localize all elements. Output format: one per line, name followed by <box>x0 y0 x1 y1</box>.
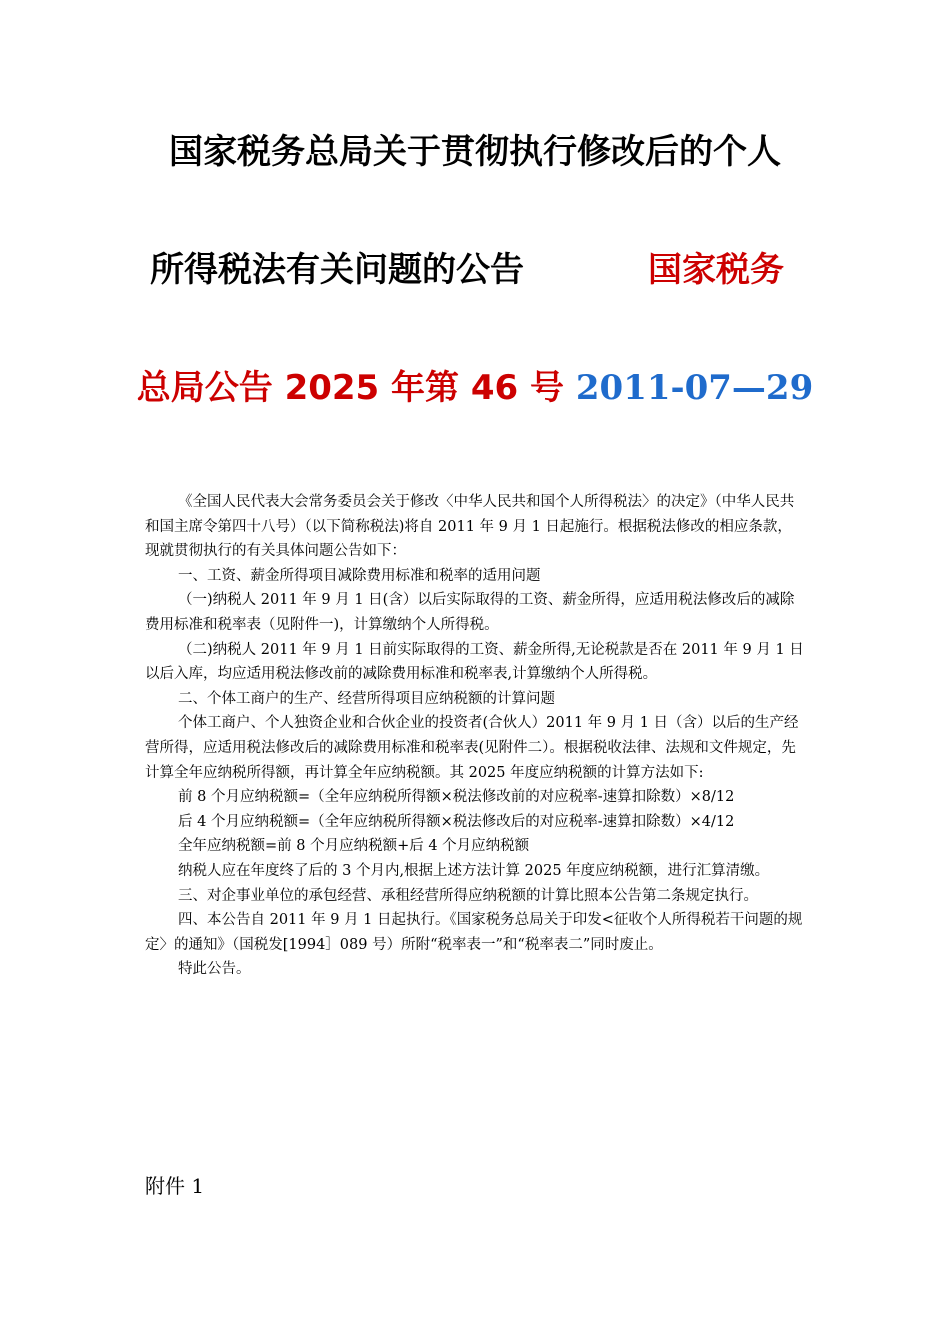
section-heading: 二、个体工商户的生产、经营所得项目应纳税额的计算问题 <box>178 690 555 707</box>
announcement-date: 2011-07—29 <box>575 368 814 408</box>
formula: 前 8 个月应纳税额=（全年应纳税所得额×税法修改前的对应税率-速算扣除数）×8/12 <box>178 789 735 806</box>
paragraph: （一)纳税人 2011 年 9 月 1 日(含）以后实际取得的工资、薪金所得，应适用税法修改后的减除费用标准和税率表（见附件一)，计算缴纳个人所得税。 <box>145 592 795 633</box>
paragraph: 《全国人民代表大会常务委员会关于修改〈中华人民共和国个人所得税法〉的决定》（中华人民共和国主席令第四十八号）（以下简称税法)将自 2011 年 9 月 1 日起施行。根据税法修改的相应条款，现就贯彻执行的有关具体问题公告如下： <box>145 494 795 560</box>
formula: 全年应纳税额=前 8 个月应纳税额+后 4 个月应纳税额 <box>178 838 530 855</box>
paragraph: 纳税人应在年度终了后的 3 个月内,根据上述方法计算 2025 年度应纳税额，进行汇算清缴。 <box>178 862 770 879</box>
section-heading: 一、工资、薪金所得项目减除费用标准和税率的适用问题 <box>178 567 541 584</box>
title-line-1: 国家税务总局关于贯彻执行修改后的个人 <box>169 132 781 172</box>
paragraph: 个体工商户、个人独资企业和合伙企业的投资者(合伙人）2011 年 9 月 1 日（含）以后的生产经营所得，应适用税法修改后的减除费用标准和税率表(见附件二）。根据税收法律、法规和文件规定，先计算全年应纳税所得额，再计算全年应纳税额。其 2025 年度应纳税额的计算方法如下: <box>145 715 799 781</box>
paragraph: 四、本公告自 2011 年 9 月 1 日起执行。《国家税务总局关于印发<征收个人所得税若干问题的规定〉的通知》（国税发[1994］089 号）所附“税率表一”和“税率表二”同时废止。 <box>145 912 803 953</box>
title-line-2-main: 所得税法有关问题的公告 <box>150 250 524 290</box>
paragraph: 三、对企事业单位的承包经营、承租经营所得应纳税额的计算比照本公告第二条规定执行。 <box>178 887 758 904</box>
formula: 后 4 个月应纳税额=（全年应纳税所得额×税法修改后的对应税率-速算扣除数）×4/12 <box>178 813 735 830</box>
paragraph: （二)纳税人 2011 年 9 月 1 日前实际取得的工资、薪金所得,无论税款是否在 2011 年 9 月 1 日以后入库，均应适用税法修改前的减除费用标准和税率表,计算缴纳个人所得税。 <box>145 641 804 683</box>
announcement-number: 总局公告 2025 年第 46 号 <box>136 368 565 408</box>
title-line-3 <box>0 368 950 408</box>
title-line-2 <box>150 250 784 290</box>
title-issuer: 国家税务 <box>648 250 784 290</box>
annex-label: 附件 1 <box>145 1174 205 1198</box>
closing-line: 特此公告。 <box>178 961 251 978</box>
document-body <box>145 490 805 982</box>
